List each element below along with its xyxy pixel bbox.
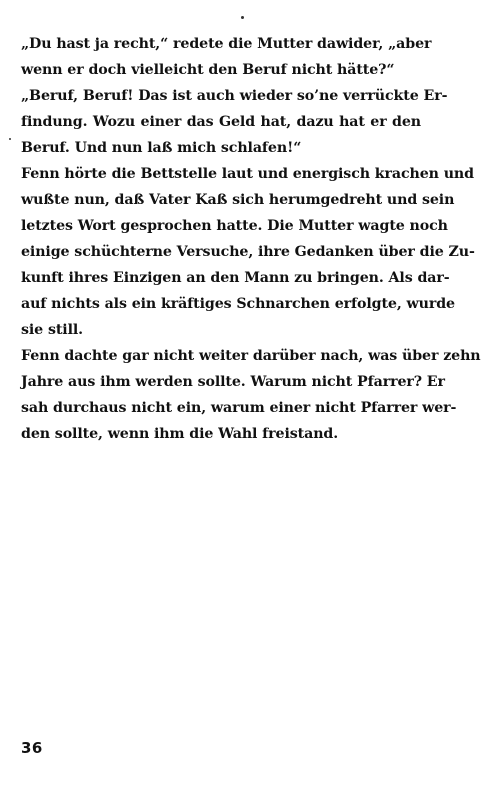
text-line: auf nichts als ein kräftiges Schnarchen erfolgte, wurde [21, 296, 455, 312]
text-line: sah durchaus nicht ein, warum einer nicht Pfarrer wer- [21, 400, 457, 416]
text-line: Fenn dachte gar nicht weiter darüber nach, was über zehn [21, 348, 481, 364]
print-speck [241, 16, 244, 19]
text-line: Jahre aus ihm werden sollte. Warum nicht Pfarrer? Er [21, 374, 445, 390]
text-line: wenn er doch vielleicht den Beruf nicht hätte?“ [21, 62, 395, 78]
text-line: letztes Wort gesprochen hatte. Die Mutter wagte noch [21, 218, 448, 234]
text-line: wußte nun, daß Vater Kaß sich herumgedreht und sein [21, 192, 455, 208]
text-line: Beruf. Und nun laß mich schlafen!“ [21, 140, 302, 156]
text-line: findung. Wozu einer das Geld hat, dazu hat er den [21, 114, 421, 130]
print-speck [9, 138, 11, 140]
text-line: „Beruf, Beruf! Das ist auch wieder so’ne verrückte Er- [21, 88, 448, 104]
text-line: kunft ihres Einzigen an den Mann zu bringen. Als dar- [21, 270, 450, 286]
text-line: Fenn hörte die Bettstelle laut und energisch krachen und [21, 166, 474, 182]
text-line: einige schüchterne Versuche, ihre Gedanken über die Zu- [21, 244, 475, 260]
page-number: 36 [21, 739, 43, 757]
text-line: „Du hast ja recht,“ redete die Mutter dawider, „aber [21, 36, 432, 52]
text-line: den sollte, wenn ihm die Wahl freistand. [21, 426, 339, 442]
text-line: sie still. [21, 322, 83, 338]
